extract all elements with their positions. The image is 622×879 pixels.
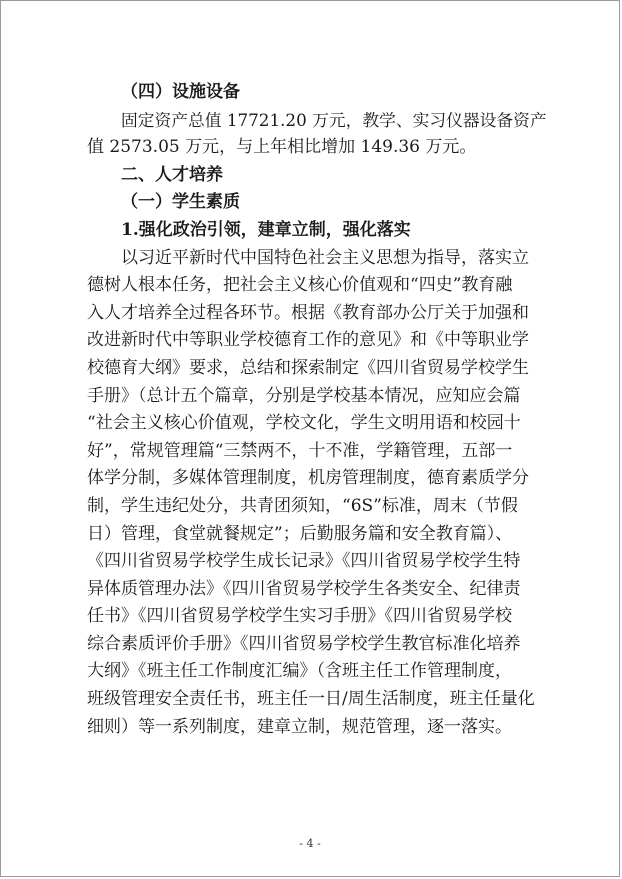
- text-line: 校德育大纲》要求，总结和探索制定《四川省贸易学校学生: [87, 357, 529, 378]
- text-line: 固定资产总值 17721.20 万元，教学、实习仪器设备资产: [121, 109, 547, 130]
- text-line: 以习近平新时代中国特色社会主义思想为指导，落实立: [121, 247, 529, 268]
- text-line: 《四川省贸易学校学生成长记录》《四川省贸易学校学生特: [87, 551, 521, 572]
- text-line: 异体质管理办法》《四川省贸易学校学生各类安全、纪律责: [87, 578, 521, 599]
- text-line: 好”，常规管理篇“三禁两不，十不准，学籍管理，五部一: [87, 440, 513, 461]
- text-line: 体学分制，多媒体管理制度，机房管理制度，德育素质学分: [87, 468, 529, 489]
- text-line: 任书》《四川省贸易学校学生实习手册》《四川省贸易学校: [87, 606, 512, 627]
- text-line: 大纲》《班主任工作制度汇编》（含班主任工作管理制度，: [87, 661, 512, 682]
- text-line: 班级管理安全责任书，班主任一日/周生活制度，班主任量化: [87, 689, 535, 710]
- document-body: [87, 79, 549, 741]
- section-heading: 二、人才培养: [121, 164, 223, 185]
- section-heading: 1.强化政治引领，建章立制，强化落实: [121, 219, 411, 240]
- text-line: 细则）等一系列制度，建章立制，规范管理，逐一落实。: [87, 716, 512, 737]
- text-line: 值 2573.05 万元，与上年相比增加 149.36 万元。: [87, 137, 477, 158]
- page-number: - 4 -: [299, 837, 321, 850]
- text-line: 改进新时代中等职业学校德育工作的意见》和《中等职业学: [87, 330, 529, 351]
- text-line: 入人才培养全过程各环节。根据《教育部办公厅关于加强和: [87, 302, 529, 323]
- text-line: 综合素质评价手册》《四川省贸易学校学生教官标准化培养: [87, 633, 521, 654]
- text-line: “社会主义核心价值观，学校文化，学生文明用语和校园十: [87, 413, 521, 434]
- text-line: 德树人根本任务，把社会主义核心价值观和“四史”教育融: [87, 275, 513, 296]
- section-heading: （四）设施设备: [121, 82, 240, 102]
- section-heading: （一）学生素质: [121, 192, 240, 213]
- text-line: 日）管理，食堂就餐规定”；后勤服务篇和安全教育篇）、: [87, 523, 513, 544]
- text-line: 制，学生违纪处分，共青团须知，“6S”标准，周末（节假: [87, 495, 518, 516]
- text-line: 手册》（总计五个篇章，分别是学校基本情况，应知应会篇: [87, 385, 521, 406]
